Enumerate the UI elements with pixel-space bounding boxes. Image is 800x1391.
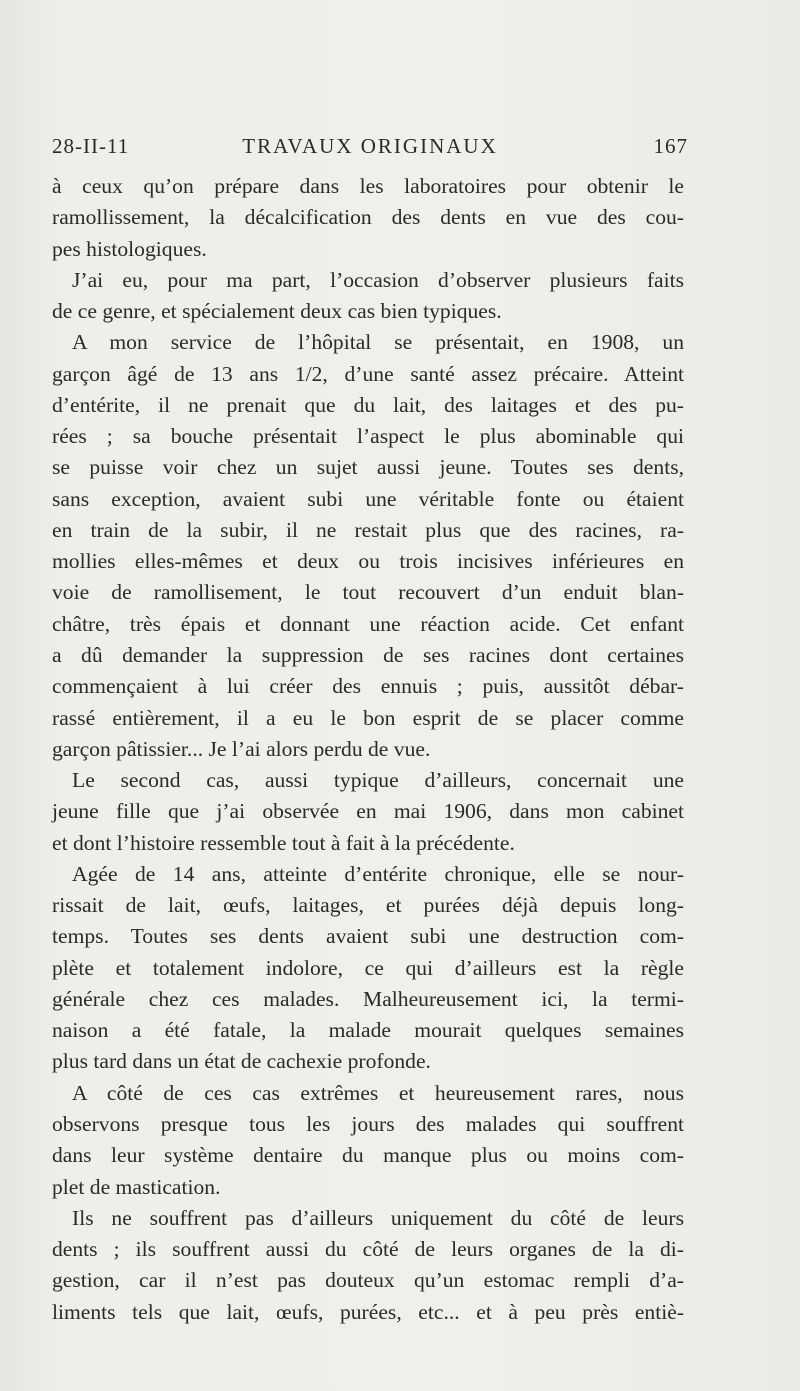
text-line: plet de mastication. — [52, 1174, 221, 1199]
text-line: A mon service de l’hôpital se présentait, en 1908, un — [72, 330, 684, 355]
text-line: rassé entièrement, il a eu le bon esprit de se placer comme — [52, 705, 684, 730]
text-line: a dû demander la suppression de ses racines dont certaines — [52, 642, 684, 667]
text-line: garçon âgé de 13 ans 1/2, d’une santé assez précaire. Atteint — [52, 361, 684, 386]
text-line: dents ; ils souffrent aussi du côté de leurs organes de la di- — [52, 1237, 684, 1262]
text-line: rissait de lait, œufs, laitages, et purées déjà depuis long- — [52, 893, 684, 918]
text-line: gestion, car il n’est pas douteux qu’un estomac rempli d’a- — [52, 1268, 684, 1293]
body-text — [52, 171, 684, 1328]
page-number: 167 — [653, 134, 688, 158]
text-line: Agée de 14 ans, atteinte d’entérite chronique, elle se nour- — [72, 861, 684, 886]
text-line: mollies elles-mêmes et deux ou trois incisives inférieures en — [52, 549, 684, 574]
text-line: se puisse voir chez un sujet aussi jeune. Toutes ses dents, — [52, 455, 684, 480]
text-line: A côté de ces cas extrêmes et heureusement rares, nous — [72, 1080, 684, 1105]
running-head — [52, 134, 688, 162]
text-line: plus tard dans un état de cachexie profonde. — [52, 1049, 431, 1074]
text-line: Ils ne souffrent pas d’ailleurs uniquement du côté de leurs — [72, 1205, 684, 1230]
text-line: et dont l’histoire ressemble tout à fait à la précédente. — [52, 830, 515, 855]
text-line: garçon pâtissier... Je l’ai alors perdu de vue. — [52, 736, 431, 761]
text-line: générale chez ces malades. Malheureusement ici, la termi- — [52, 986, 684, 1011]
text-line: sans exception, avaient subi une véritable fonte ou étaient — [52, 486, 684, 511]
running-head-date: 28-II-11 — [52, 134, 130, 158]
text-line: observons presque tous les jours des malades qui souffrent — [52, 1111, 684, 1136]
text-line: Le second cas, aussi typique d’ailleurs, concernait une — [72, 768, 684, 793]
text-line: en train de la subir, il ne restait plus que des racines, ra- — [52, 517, 684, 542]
running-head-title: TRAVAUX ORIGINAUX — [242, 134, 498, 158]
text-line: à ceux qu’on prépare dans les laboratoires pour obtenir le — [52, 174, 684, 198]
text-line: châtre, très épais et donnant une réaction acide. Cet enfant — [52, 611, 684, 636]
text-line: ramollissement, la décalcification des dents en vue des cou- — [52, 205, 684, 230]
text-line: de ce genre, et spécialement deux cas bien typiques. — [52, 299, 502, 324]
text-line: liments tels que lait, œufs, purées, etc... et à peu près entiè- — [52, 1299, 684, 1324]
text-line: pes histologiques. — [52, 236, 207, 261]
text-line: plète et totalement indolore, ce qui d’ailleurs est la règle — [52, 955, 684, 980]
text-line: J’ai eu, pour ma part, l’occasion d’observer plusieurs faits — [72, 267, 684, 292]
text-line: rées ; sa bouche présentait l’aspect le plus abominable qui — [52, 424, 684, 449]
text-line: commençaient à lui créer des ennuis ; puis, aussitôt débar- — [52, 674, 684, 699]
text-line: jeune fille que j’ai observée en mai 1906, dans mon cabinet — [52, 799, 684, 824]
text-line: temps. Toutes ses dents avaient subi une destruction com- — [52, 924, 684, 949]
text-line: dans leur système dentaire du manque plus ou moins com- — [52, 1143, 684, 1168]
text-line: voie de ramollisement, le tout recouvert d’un enduit blan- — [52, 580, 684, 605]
text-line: naison a été fatale, la malade mourait quelques semaines — [52, 1018, 684, 1043]
text-line: d’entérite, il ne prenait que du lait, des laitages et des pu- — [52, 392, 684, 417]
